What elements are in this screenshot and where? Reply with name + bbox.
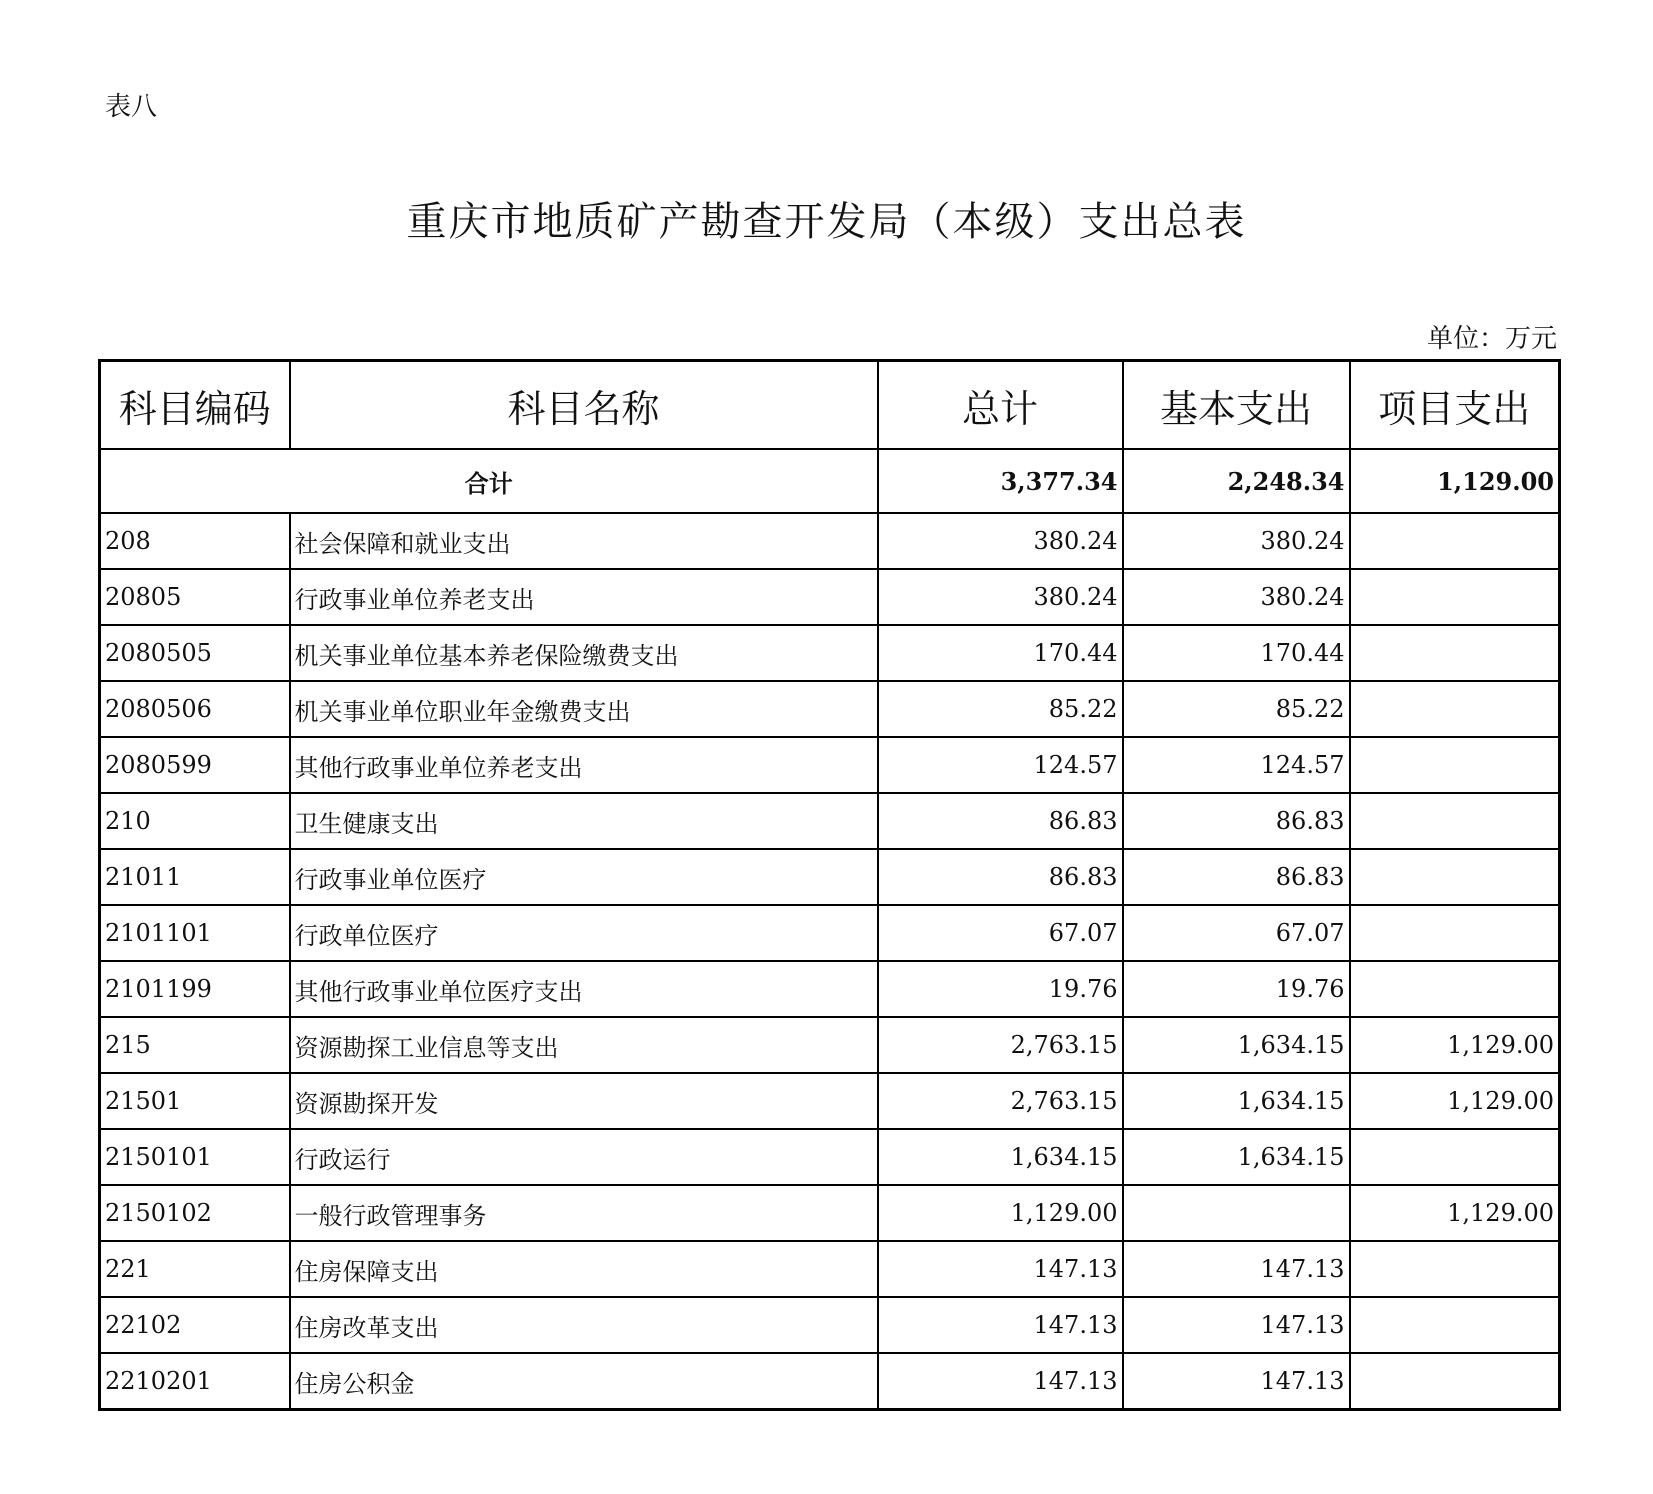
row-name-cell: 住房改革支出	[290, 1297, 878, 1353]
row-project-cell: 1,129.00	[1350, 1073, 1560, 1129]
row-basic-cell	[1123, 1185, 1350, 1241]
row-basic-cell: 380.24	[1123, 569, 1350, 625]
row-project-cell: 1,129.00	[1350, 1017, 1560, 1073]
row-total-cell: 380.24	[878, 513, 1123, 569]
row-basic-cell: 380.24	[1123, 513, 1350, 569]
header-basic: 基本支出	[1123, 361, 1350, 450]
row-name-cell: 行政单位医疗	[290, 905, 878, 961]
row-code-cell: 21011	[100, 849, 290, 905]
header-row	[100, 361, 1560, 450]
row-total-cell: 2,763.15	[878, 1017, 1123, 1073]
row-project-cell: 1,129.00	[1350, 1185, 1560, 1241]
table-row	[100, 737, 1560, 793]
row-total-cell: 170.44	[878, 625, 1123, 681]
row-total-cell: 19.76	[878, 961, 1123, 1017]
table-row	[100, 849, 1560, 905]
total-project-cell: 1,129.00	[1350, 449, 1560, 513]
row-total-cell: 147.13	[878, 1297, 1123, 1353]
row-name-cell: 其他行政事业单位医疗支出	[290, 961, 878, 1017]
header-code: 科目编码	[100, 361, 290, 450]
row-total-cell: 86.83	[878, 793, 1123, 849]
table-row	[100, 961, 1560, 1017]
row-code-cell: 21501	[100, 1073, 290, 1129]
row-basic-cell: 67.07	[1123, 905, 1350, 961]
row-name-cell: 行政运行	[290, 1129, 878, 1185]
row-total-cell: 147.13	[878, 1241, 1123, 1297]
table-row	[100, 1017, 1560, 1073]
header-total: 总计	[878, 361, 1123, 450]
row-total-cell: 86.83	[878, 849, 1123, 905]
row-project-cell	[1350, 849, 1560, 905]
table-row	[100, 681, 1560, 737]
row-name-cell: 资源勘探开发	[290, 1073, 878, 1129]
total-row	[100, 449, 1560, 513]
row-basic-cell: 1,634.15	[1123, 1017, 1350, 1073]
row-code-cell: 2101101	[100, 905, 290, 961]
row-code-cell: 210	[100, 793, 290, 849]
row-basic-cell: 124.57	[1123, 737, 1350, 793]
row-code-cell: 22102	[100, 1297, 290, 1353]
row-name-cell: 住房公积金	[290, 1353, 878, 1410]
row-basic-cell: 86.83	[1123, 849, 1350, 905]
header-name: 科目名称	[290, 361, 878, 450]
row-project-cell	[1350, 905, 1560, 961]
row-total-cell: 67.07	[878, 905, 1123, 961]
row-total-cell: 1,129.00	[878, 1185, 1123, 1241]
table-row	[100, 1129, 1560, 1185]
total-label: 合计	[100, 449, 878, 513]
row-code-cell: 20805	[100, 569, 290, 625]
row-basic-cell: 147.13	[1123, 1297, 1350, 1353]
row-code-cell: 208	[100, 513, 290, 569]
row-name-cell: 一般行政管理事务	[290, 1185, 878, 1241]
row-basic-cell: 85.22	[1123, 681, 1350, 737]
total-total-cell: 3,377.34	[878, 449, 1123, 513]
row-code-cell: 215	[100, 1017, 290, 1073]
row-name-cell: 卫生健康支出	[290, 793, 878, 849]
row-basic-cell: 147.13	[1123, 1241, 1350, 1297]
total-basic-cell: 2,248.34	[1123, 449, 1350, 513]
row-code-cell: 2080599	[100, 737, 290, 793]
row-name-cell: 机关事业单位职业年金缴费支出	[290, 681, 878, 737]
row-name-cell: 机关事业单位基本养老保险缴费支出	[290, 625, 878, 681]
table-row	[100, 793, 1560, 849]
row-project-cell	[1350, 1241, 1560, 1297]
row-total-cell: 380.24	[878, 569, 1123, 625]
row-project-cell	[1350, 569, 1560, 625]
row-basic-cell: 1,634.15	[1123, 1129, 1350, 1185]
row-basic-cell: 19.76	[1123, 961, 1350, 1017]
row-name-cell: 行政事业单位养老支出	[290, 569, 878, 625]
row-project-cell	[1350, 513, 1560, 569]
row-project-cell	[1350, 625, 1560, 681]
row-code-cell: 2101199	[100, 961, 290, 1017]
table-row	[100, 1185, 1560, 1241]
row-total-cell: 147.13	[878, 1353, 1123, 1410]
table-row	[100, 1297, 1560, 1353]
row-name-cell: 其他行政事业单位养老支出	[290, 737, 878, 793]
row-project-cell	[1350, 681, 1560, 737]
row-project-cell	[1350, 737, 1560, 793]
expenditure-table	[98, 359, 1561, 1411]
row-name-cell: 社会保障和就业支出	[290, 513, 878, 569]
row-code-cell: 2080506	[100, 681, 290, 737]
row-total-cell: 1,634.15	[878, 1129, 1123, 1185]
row-name-cell: 资源勘探工业信息等支出	[290, 1017, 878, 1073]
row-name-cell: 行政事业单位医疗	[290, 849, 878, 905]
row-code-cell: 2210201	[100, 1353, 290, 1410]
row-name-cell: 住房保障支出	[290, 1241, 878, 1297]
table-row	[100, 1073, 1560, 1129]
row-basic-cell: 1,634.15	[1123, 1073, 1350, 1129]
row-basic-cell: 170.44	[1123, 625, 1350, 681]
table-row	[100, 513, 1560, 569]
row-project-cell	[1350, 961, 1560, 1017]
row-code-cell: 2150102	[100, 1185, 290, 1241]
row-total-cell: 124.57	[878, 737, 1123, 793]
document-title: 重庆市地质矿产勘查开发局（本级）支出总表	[406, 199, 1247, 245]
row-project-cell	[1350, 793, 1560, 849]
table-row	[100, 905, 1560, 961]
row-total-cell: 85.22	[878, 681, 1123, 737]
header-project: 项目支出	[1350, 361, 1560, 450]
row-code-cell: 2150101	[100, 1129, 290, 1185]
row-total-cell: 2,763.15	[878, 1073, 1123, 1129]
table-number-label: 表八	[105, 92, 158, 122]
unit-label: 单位：万元	[1426, 324, 1557, 354]
table-row	[100, 1241, 1560, 1297]
table-row	[100, 569, 1560, 625]
row-code-cell: 2080505	[100, 625, 290, 681]
row-project-cell	[1350, 1129, 1560, 1185]
row-project-cell	[1350, 1297, 1560, 1353]
row-project-cell	[1350, 1353, 1560, 1410]
row-basic-cell: 147.13	[1123, 1353, 1350, 1410]
table-row	[100, 1353, 1560, 1410]
table-row	[100, 625, 1560, 681]
row-basic-cell: 86.83	[1123, 793, 1350, 849]
row-code-cell: 221	[100, 1241, 290, 1297]
